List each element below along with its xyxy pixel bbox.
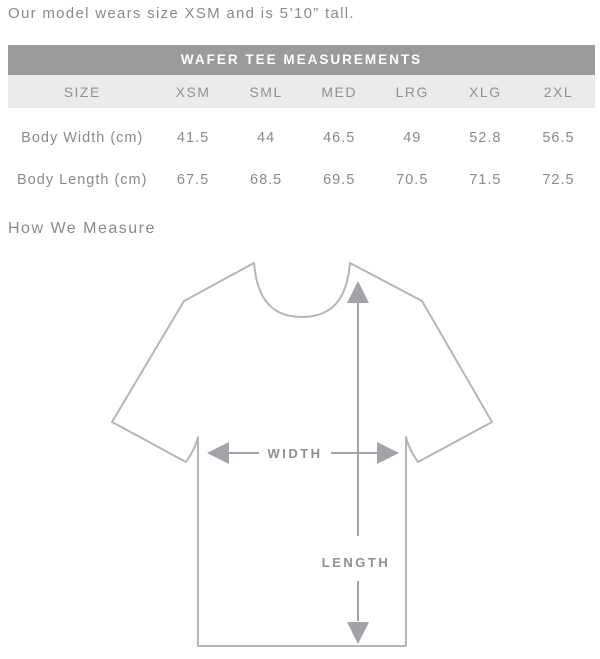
model-note: Our model wears size XSM and is 5’10” tall. xyxy=(8,5,355,22)
col-header-lrg: LRG xyxy=(376,75,449,108)
col-header-2xl: 2XL xyxy=(522,75,595,108)
length-label: LENGTH xyxy=(321,555,391,570)
cell-value: 41.5 xyxy=(176,130,210,146)
cell-value: 49 xyxy=(403,130,422,146)
cell-value: 44 xyxy=(257,130,276,146)
width-label: WIDTH xyxy=(267,446,323,461)
cell-value: 56.5 xyxy=(542,130,575,146)
row-label: Body Width (cm) xyxy=(21,130,144,146)
col-header-size: SIZE xyxy=(8,75,157,108)
cell-value: 71.5 xyxy=(469,172,502,188)
col-header-xsm: XSM xyxy=(157,75,230,108)
cell-value: 67.5 xyxy=(176,172,210,188)
col-header-sml: SML xyxy=(230,75,303,108)
cell-value: 70.5 xyxy=(396,172,429,188)
col-header-med: MED xyxy=(303,75,376,108)
col-header-xlg: XLG xyxy=(449,75,522,108)
cell-value: 69.5 xyxy=(323,172,356,188)
cell-value: 68.5 xyxy=(250,172,283,188)
size-table-title: WAFER TEE MEASUREMENTS xyxy=(8,45,595,75)
cell-value: 72.5 xyxy=(542,172,575,188)
row-label: Body Length (cm) xyxy=(17,172,148,188)
cell-value: 46.5 xyxy=(323,130,356,146)
how-we-measure-heading: How We Measure xyxy=(8,220,156,237)
cell-value: 52.8 xyxy=(469,130,502,146)
